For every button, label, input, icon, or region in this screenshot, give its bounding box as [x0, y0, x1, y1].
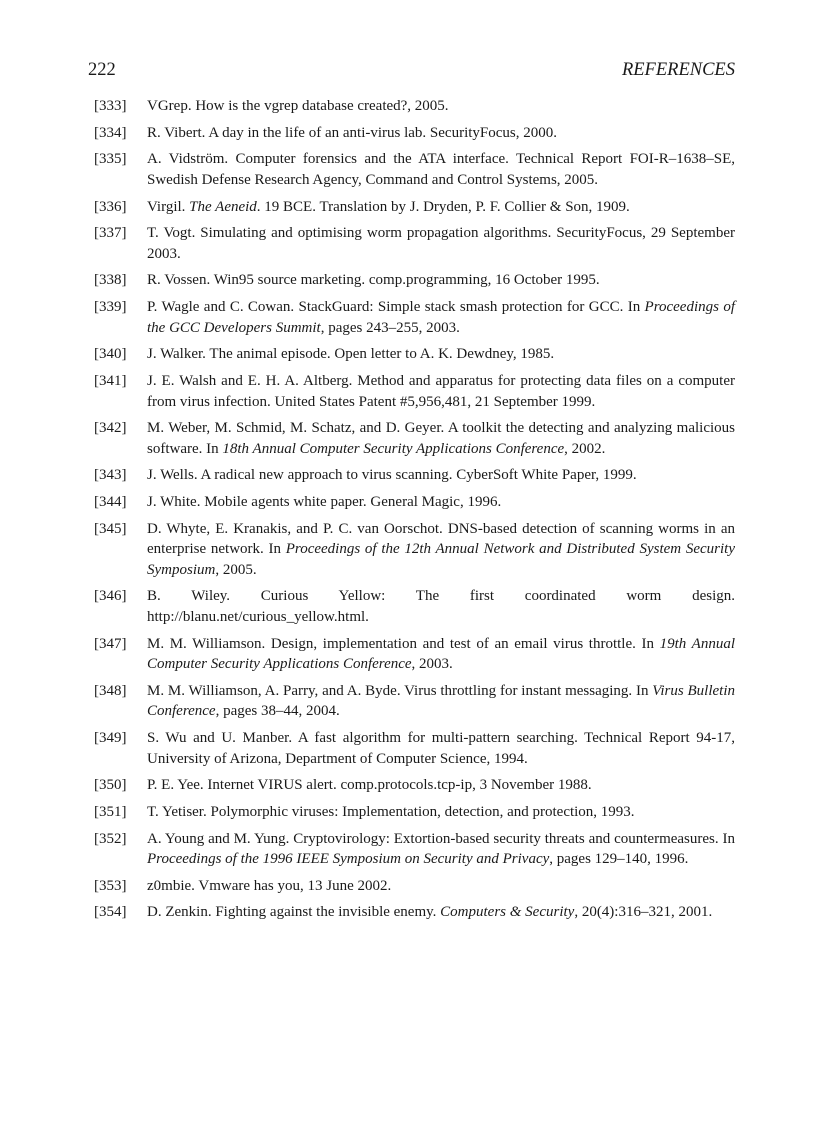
reference-first-line: B. Wiley. Curious Yellow: The first coordinated worm design. — [147, 588, 735, 605]
reference-segment: D. Zenkin. Fighting against the invisible enemy. — [147, 904, 441, 921]
reference-segment: z0mbie. Vmware has you, 13 June 2002. — [147, 877, 392, 894]
reference-segment: T. Vogt. Simulating and optimising worm propagation algorithms. SecurityFocus, 29 September 2003. — [147, 225, 735, 262]
reference-number: [334] — [94, 124, 127, 141]
reference-segment: R. Vibert. A day in the life of an anti-virus lab. SecurityFocus, 2000. — [147, 124, 558, 141]
reference-number: [333] — [94, 98, 127, 114]
reference-text — [147, 98, 449, 114]
reference-text — [147, 878, 391, 894]
reference-item — [94, 902, 735, 923]
reference-segment: . 19 BCE. Translation by J. Dryden, P. F. Collier & Son, 1909. — [256, 198, 630, 215]
reference-venue-italic: 18th Annual Computer Security Applications Conference — [222, 440, 565, 457]
reference-number: [347] — [94, 635, 127, 652]
reference-segment: M. M. Williamson, A. Parry, and A. Byde. Virus throttling for instant messaging. In — [147, 682, 653, 699]
reference-segment: , pages 38–44, 2004. — [215, 703, 340, 720]
reference-segment: , pages 129–140, 1996. — [549, 851, 689, 868]
reference-venue-italic: Computers & Security — [440, 904, 575, 921]
reference-segment: J. E. Walsh and E. H. A. Altberg. Method and apparatus for protecting data files on a computer from virus infection. United States Patent #5,956,481, 21 September 1999. — [147, 373, 735, 410]
reference-text — [147, 683, 735, 720]
reference-segment: , pages 243–255, 2003. — [320, 319, 460, 336]
reference-item — [94, 223, 735, 264]
reference-number: [350] — [94, 777, 127, 794]
reference-item — [94, 876, 735, 897]
reference-segment: R. Vossen. Win95 source marketing. comp.programming, 16 October 1995. — [147, 272, 600, 289]
reference-number: [344] — [94, 494, 127, 511]
reference-text — [147, 272, 600, 288]
reference-item — [94, 297, 735, 338]
reference-item — [94, 465, 735, 486]
reference-number: [342] — [94, 420, 127, 437]
reference-number: [348] — [94, 682, 127, 699]
reference-text — [147, 521, 735, 578]
reference-segment: Virgil. — [147, 198, 190, 215]
reference-number: [339] — [94, 299, 127, 316]
reference-item — [94, 634, 735, 675]
reference-segment: A. Vidström. Computer forensics and the ATA interface. Technical Report FOI-R–1638–SE, Swedish Defense Research Agency, Command and Control Systems, 2005. — [147, 151, 735, 188]
reference-number: [340] — [94, 346, 127, 363]
reference-segment: P. E. Yee. Internet VIRUS alert. comp.protocols.tcp-ip, 3 November 1988. — [147, 777, 592, 794]
reference-text — [147, 420, 735, 457]
reference-number: [336] — [94, 198, 127, 215]
reference-item — [94, 775, 735, 796]
reference-text — [147, 346, 554, 362]
reference-venue-italic: Virus Bulletin Conference — [147, 682, 735, 720]
page-number: 222 — [88, 60, 116, 80]
reference-venue-italic: Proceedings of the 1996 IEEE Symposium on Security and Privacy — [147, 851, 550, 868]
reference-item — [94, 371, 735, 412]
reference-list — [94, 96, 735, 929]
reference-item — [94, 681, 735, 722]
reference-number: [352] — [94, 830, 127, 847]
reference-number: [353] — [94, 877, 127, 894]
reference-segment: M. Weber, M. Schmid, M. Schatz, and D. Geyer. A toolkit the detecting and analyzing malicious software. In — [147, 420, 735, 457]
reference-venue-italic: Proceedings of the 12th Annual Network and Distributed System Security Symposium — [147, 541, 735, 578]
reference-segment: J. Wells. A radical new approach to virus scanning. CyberSoft White Paper, 1999. — [147, 467, 637, 484]
reference-item — [94, 149, 735, 190]
reference-segment: , 2002. — [564, 440, 606, 457]
reference-item — [94, 802, 735, 823]
reference-text — [147, 225, 735, 262]
reference-text — [147, 151, 735, 188]
reference-number: [338] — [94, 272, 127, 289]
reference-text — [147, 777, 592, 793]
reference-item — [94, 519, 735, 581]
reference-text — [147, 373, 735, 410]
reference-item — [94, 96, 735, 117]
reference-text — [147, 831, 735, 868]
reference-number: [351] — [94, 803, 127, 820]
reference-number: [343] — [94, 467, 127, 484]
reference-segment: J. White. Mobile agents white paper. General Magic, 1996. — [147, 494, 502, 511]
reference-item — [94, 123, 735, 144]
reference-number: [341] — [94, 373, 127, 389]
reference-segment: J. Walker. The animal episode. Open letter to A. K. Dewdney, 1985. — [147, 346, 555, 363]
reference-item — [94, 418, 735, 459]
reference-text — [147, 494, 501, 510]
reference-segment: D. Whyte, E. Kranakis, and P. C. van Oorschot. DNS-based detection of scanning worms in an enterprise network. In — [147, 520, 735, 558]
reference-segment: A. Young and M. Yung. Cryptovirology: Extortion-based security threats and countermeasures. In — [147, 830, 735, 847]
reference-text — [147, 199, 630, 215]
reference-venue-italic: Proceedings of the GCC Developers Summit — [147, 299, 735, 336]
reference-text — [147, 125, 557, 141]
reference-segment: M. M. Williamson. Design, implementation and test of an email virus throttle. In — [147, 635, 660, 652]
reference-segment: VGrep. How is the vgrep database created?, 2005. — [147, 98, 449, 114]
reference-number: [337] — [94, 225, 127, 242]
reference-segment: , 2005. — [215, 561, 257, 578]
reference-text — [147, 586, 735, 625]
reference-item — [94, 270, 735, 291]
reference-text — [147, 904, 712, 920]
reference-text — [147, 299, 735, 336]
reference-text — [147, 804, 635, 820]
reference-number: [346] — [94, 588, 127, 605]
reference-venue-italic: 19th Annual Computer Security Applications Conference — [147, 635, 735, 673]
reference-text — [147, 467, 637, 483]
reference-segment: S. Wu and U. Manber. A fast algorithm for multi-pattern searching. Technical Report 94-17, University of Arizona, Department of Computer Science, 1994. — [147, 730, 735, 767]
reference-item — [94, 197, 735, 218]
reference-item — [94, 728, 735, 769]
running-head: REFERENCES — [621, 60, 735, 80]
reference-item — [94, 586, 735, 627]
reference-item — [94, 492, 735, 513]
reference-number: [335] — [94, 151, 127, 168]
reference-number: [345] — [94, 520, 127, 537]
reference-item — [94, 344, 735, 365]
reference-number: [349] — [94, 730, 127, 746]
reference-segment: P. Wagle and C. Cowan. StackGuard: Simple stack smash protection for GCC. In — [147, 299, 645, 316]
reference-venue-italic: The Aeneid — [189, 198, 257, 215]
reference-item — [94, 829, 735, 870]
reference-segment: http://blanu.net/curious_yellow.html. — [147, 608, 369, 625]
reference-segment: , 20(4):316–321, 2001. — [574, 904, 713, 921]
reference-segment: , 2003. — [411, 656, 453, 673]
reference-segment: T. Yetiser. Polymorphic viruses: Implementation, detection, and protection, 1993. — [147, 803, 635, 820]
reference-text — [147, 730, 735, 767]
reference-text — [147, 636, 735, 673]
reference-number: [354] — [94, 904, 127, 921]
page-header — [88, 60, 735, 86]
